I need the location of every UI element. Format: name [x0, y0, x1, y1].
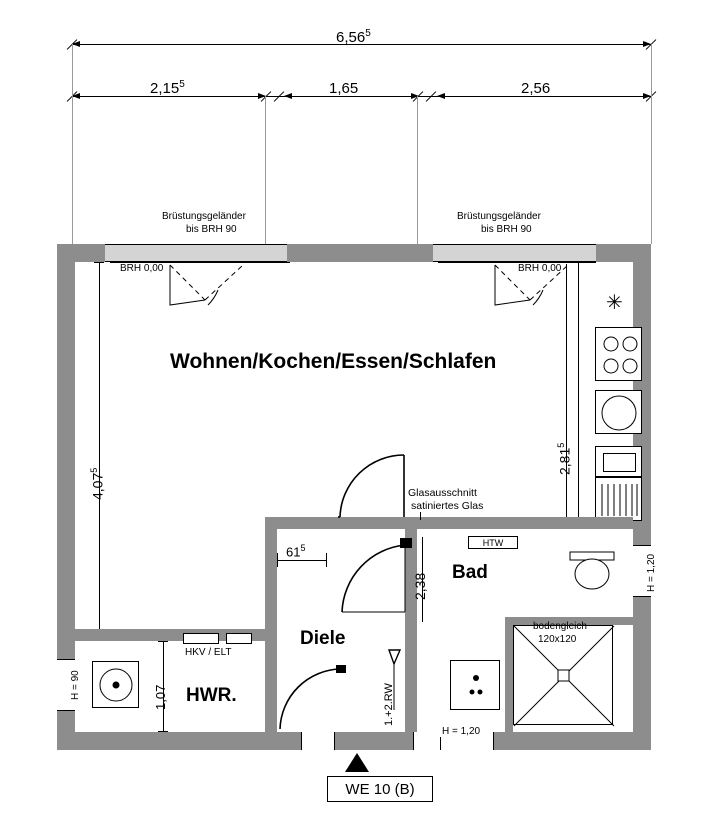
- brh-left-label: BRH 0,00: [120, 263, 164, 274]
- dimension-right-vertical-label: 2,81$^5$: [556, 442, 573, 475]
- leader-line: [420, 512, 421, 520]
- title-block: WE 10 (B): [327, 776, 433, 802]
- rw-door-label: 1.+2.RW: [383, 683, 395, 726]
- glass-label-2: satiniertes Glas: [411, 500, 484, 512]
- hkv-box: [183, 633, 219, 644]
- dimension-line-inner-short: [277, 560, 327, 561]
- bath-window-right-height-label: H = 1,20: [646, 553, 657, 592]
- hwr-window-height-label: H = 90: [70, 670, 81, 700]
- room-label-main: Wohnen/Kochen/Essen/Schlafen: [170, 350, 497, 373]
- brh-right-label: BRH 0,00: [518, 263, 562, 274]
- dimension-cap: [158, 641, 168, 642]
- dimension-left-vertical-label: 4,07$^5$: [89, 467, 106, 500]
- hwr-appliance: [92, 661, 139, 708]
- dimension-segment-1: 2,15$^5$: [150, 79, 185, 97]
- room-label-diele: Diele: [300, 628, 346, 649]
- dimension-hwr-vertical-label: 1,07: [153, 684, 168, 710]
- dimension-inner-short-label: $61^5$: [286, 543, 306, 560]
- htw-box: HTW: [468, 536, 518, 549]
- dimension-segment-3: 2,56: [521, 80, 551, 97]
- bath-window-bottom-height-label: H = 1,20: [442, 726, 481, 737]
- dimension-cap: [326, 553, 327, 567]
- elt-box: [226, 633, 252, 644]
- dimension-segment-2: 1,65: [329, 80, 359, 97]
- washbasin-icon: [450, 660, 500, 710]
- dimension-cap: [158, 731, 168, 732]
- dimension-bath-vertical-label: 2,38: [412, 572, 428, 600]
- railing-right-label-1: Brüstungsgeländer: [457, 211, 541, 222]
- railing-left-label-2: bis BRH 90: [186, 224, 237, 235]
- dimension-cap: [277, 553, 278, 567]
- star-icon: ✳: [606, 292, 623, 314]
- railing-right-label-2: bis BRH 90: [481, 224, 532, 235]
- shower-label-1: bodengleich: [533, 621, 587, 632]
- railing-left-label-1: Brüstungsgeländer: [162, 211, 246, 222]
- shower-label-2: 120x120: [538, 634, 577, 645]
- room-label-hwr: HWR.: [186, 685, 237, 706]
- hkv-elt-label: HKV / ELT: [185, 647, 232, 658]
- room-label-bad: Bad: [452, 562, 488, 583]
- dimension-total-label: 6,56$^5$: [336, 28, 371, 46]
- glass-label-1: Glasausschnitt: [408, 487, 477, 499]
